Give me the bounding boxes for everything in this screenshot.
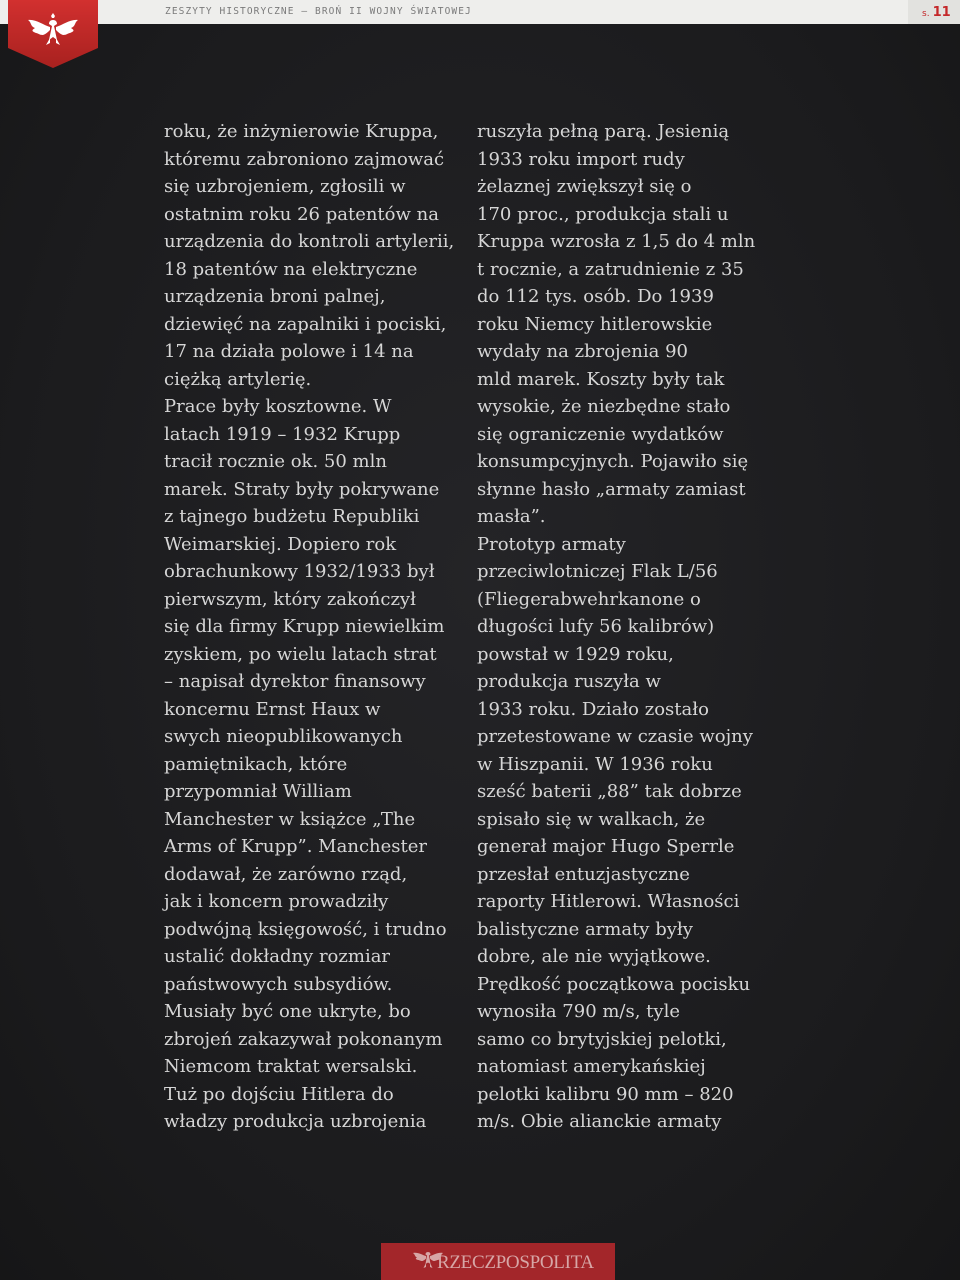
publisher-badge xyxy=(8,0,98,68)
article-column-right: ruszyła pełną parą. Jesienią 1933 roku import rudy żelaznej zwiększył się o 170 proc., produkcja stali u Kruppa wzrosła z 1,5 do 4 mln t rocznie, a zatrudnienie z 35 do 112 tys. osób. Do 1939 roku Niemcy hitlerowskie wydały na zbrojenia 90 mld marek. Koszty były tak wysokie, że niezbędne stało się ograniczenie wydatków konsumpcyjnych. Pojawiło się słynne hasło „armaty zamiast masła”. Prototyp armaty przeciwlotniczej Flak L/56 (Fliegerabwehrkanone o długości lufy 56 kalibrów) powstał w 1929 roku, produkcja ruszyła w 1933 roku. Działo zostało przetestowane w czasie wojny w Hiszpanii. W 1936 roku sześć baterii „88” tak dobrze spisało się w walkach, że generał major Hugo Sperrle przesłał entuzjastyczne raporty Hitlerowi. Własności balistyczne armaty były dobre, ale nie wyjątkowe. Prędkość początkowa pocisku wynosiła 790 m/s, tyle samo co brytyjskiej pelotki, natomiast amerykańskiej pelotki kalibru 90 mm – 820 m/s. Obie alianckie armaty xyxy=(477,121,756,1132)
header-bar xyxy=(0,0,960,24)
publisher-name: RZECZPOSPOLITA xyxy=(437,1252,594,1273)
page-number-value: 11 xyxy=(932,5,951,20)
page-number xyxy=(922,5,951,20)
page-prefix: s. xyxy=(922,9,930,19)
white-eagle-icon xyxy=(8,0,98,68)
series-title: ZESZYTY HISTORYCZNE – BROŃ II WOJNY ŚWIATOWEJ xyxy=(165,6,472,17)
article-column-left: roku, że inżynierowie Kruppa, któremu zabroniono zajmować się uzbrojeniem, zgłosili w ostatnim roku 26 patentów na urządzenia do kontroli artylerii, 18 patentów na elektryczne urządzenia broni palnej, dziewięć na zapalniki i pociski, 17 na działa polowe i 14 na ciężką artylerię. Prace były kosztowne. W latach 1919 – 1932 Krupp tracił rocznie ok. 50 mln marek. Straty były pokrywane z tajnego budżetu Republiki Weimarskiej. Dopiero rok obrachunkowy 1932/1933 był pierwszym, który zakończył się dla firmy Krupp niewielkim zyskiem, po wielu latach strat – napisał dyrektor finansowy koncernu Ernst Haux w swych nieopublikowanych pamiętnikach, które przypomniał William Manchester w książce „The Arms of Krupp”. Manchester dodawał, że zarówno rząd, jak i koncern prowadziły podwójną księgowość, i trudno ustalić dokładny rozmiar państwowych subsydiów. Musiały być one ukryte, bo zbrojeń zakazywał pokonanym Niemcom traktat wersalski. Tuż po dojściu Hitlera do władzy produkcja uzbrojenia xyxy=(164,121,455,1132)
publisher-logo xyxy=(381,1243,615,1280)
